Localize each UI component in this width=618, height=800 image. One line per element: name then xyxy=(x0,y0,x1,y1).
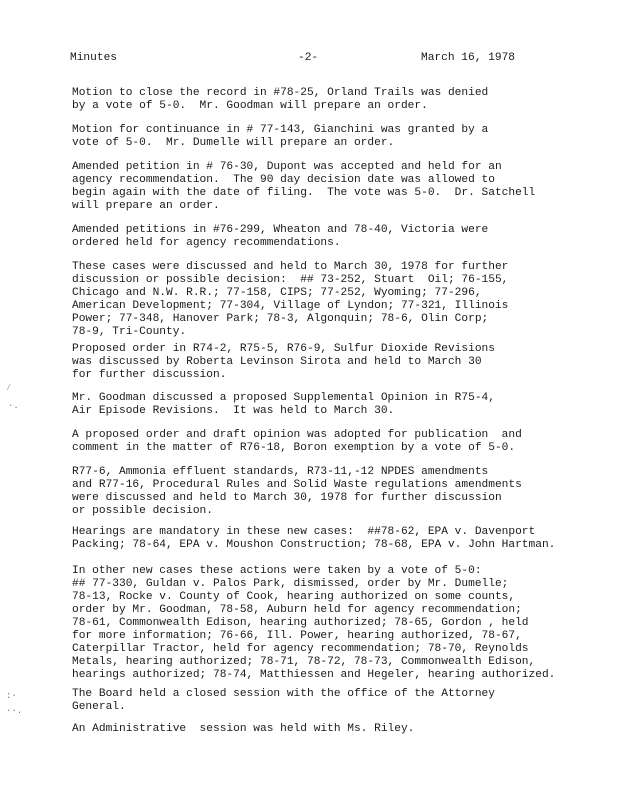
paragraph xyxy=(72,124,488,150)
page-number: -2- xyxy=(298,52,319,64)
text-line: Caterpillar Tractor, held for agency recommendation; 78-70, Reynolds xyxy=(72,643,529,655)
text-line: begin again with the date of filing. The vote was 5-0. Dr. Satchell xyxy=(72,187,536,199)
text-line: or possible decision. xyxy=(72,505,213,517)
text-line: will prepare an order. xyxy=(72,200,220,212)
text-line: Mr. Goodman discussed a proposed Supplemental Opinion in R75-4, xyxy=(72,392,495,404)
text-line: comment in the matter of R76-18, Boron exemption by a vote of 5-0. xyxy=(72,442,516,454)
paragraph xyxy=(72,429,522,455)
text-line: hearings authorized; 78-74, Matthiessen and Hegeler, hearing authorized. xyxy=(72,669,556,681)
text-line: Metals, hearing authorized; 78-71, 78-72, 78-73, Commonwealth Edison, xyxy=(72,656,536,668)
paragraph xyxy=(72,688,495,714)
text-line: Packing; 78-64, EPA v. Moushon Construction; 78-68, EPA v. John Hartman. xyxy=(72,539,556,551)
paragraph xyxy=(72,723,414,736)
paragraph xyxy=(72,392,495,418)
text-line: General. xyxy=(72,701,126,713)
margin-mark: ⁄ xyxy=(6,383,12,393)
text-line: American Development; 77-304, Village of Lyndon; 77-321, Illinois xyxy=(72,300,509,312)
paragraph xyxy=(72,466,522,518)
paragraph xyxy=(72,161,535,213)
text-line: 78-9, Tri-County. xyxy=(72,326,187,338)
text-line: Power; 77-348, Hanover Park; 78-3, Algonquin; 78-6, Olin Corp; xyxy=(72,313,489,325)
text-line: vote of 5-0. Mr. Dumelle will prepare an order. xyxy=(72,137,395,149)
header-left: Minutes xyxy=(70,52,117,64)
text-line: Hearings are mandatory in these new cases: ##78-62, EPA v. Davenport xyxy=(72,526,536,538)
text-line: The Board held a closed session with the office of the Attorney xyxy=(72,688,495,700)
paragraph xyxy=(72,565,555,682)
text-line: Motion to close the record in #78-25, Orland Trails was denied xyxy=(72,87,489,99)
text-line: Amended petition in # 76-30, Dupont was accepted and held for an xyxy=(72,161,502,173)
text-line: 78-61, Commonwealth Edison, hearing authorized; 78-65, Gordon , held xyxy=(72,617,529,629)
margin-mark: :· xyxy=(6,691,17,701)
text-line: An Administrative session was held with Ms. Riley. xyxy=(72,723,415,735)
text-line: R77-6, Ammonia effluent standards, R73-11,-12 NPDES amendments xyxy=(72,466,489,478)
header-date: March 16, 1978 xyxy=(421,52,515,64)
text-line: 78-13, Rocke v. County of Cook, hearing authorized on some counts, xyxy=(72,591,516,603)
text-line: Proposed order in R74-2, R75-5, R76-9, Sulfur Dioxide Revisions xyxy=(72,343,495,355)
text-line: ## 77-330, Guldan v. Palos Park, dismissed, order by Mr. Dumelle; xyxy=(72,578,509,590)
text-line: Motion for continuance in # 77-143, Gianchini was granted by a xyxy=(72,124,489,136)
paragraph xyxy=(72,87,488,113)
text-line: Air Episode Revisions. It was held to March 30. xyxy=(72,405,395,417)
text-line: by a vote of 5-0. Mr. Goodman will prepare an order. xyxy=(72,100,428,112)
margin-mark: ··. xyxy=(6,706,23,716)
text-line: were discussed and held to March 30, 1978 for further discussion xyxy=(72,492,502,504)
text-line: for further discussion. xyxy=(72,369,227,381)
text-line: for more information; 76-66, Ill. Power, hearing authorized, 78-67, xyxy=(72,630,522,642)
text-line: agency recommendation. The 90 day decision date was allowed to xyxy=(72,174,495,186)
paragraph xyxy=(72,526,555,552)
text-line: Chicago and N.W. R.R.; 77-158, CIPS; 77-252, Wyoming; 77-296, xyxy=(72,287,482,299)
text-line: ordered held for agency recommendations. xyxy=(72,237,341,249)
paragraph xyxy=(72,224,488,250)
text-line: Amended petitions in #76-299, Wheaton and 78-40, Victoria were xyxy=(72,224,489,236)
text-line: A proposed order and draft opinion was adopted for publication and xyxy=(72,429,522,441)
text-line: was discussed by Roberta Levinson Sirota and held to March 30 xyxy=(72,356,482,368)
paragraph xyxy=(72,261,508,339)
text-line: and R77-16, Procedural Rules and Solid Waste regulations amendments xyxy=(72,479,522,491)
text-line: In other new cases these actions were taken by a vote of 5-0: xyxy=(72,565,482,577)
text-line: order by Mr. Goodman, 78-58, Auburn held for agency recommendation; xyxy=(72,604,522,616)
margin-mark: ·. xyxy=(8,401,19,411)
text-line: These cases were discussed and held to March 30, 1978 for further xyxy=(72,261,509,273)
text-line: discussion or possible decision: ## 73-252, Stuart Oil; 76-155, xyxy=(72,274,509,286)
paragraph xyxy=(72,343,495,382)
